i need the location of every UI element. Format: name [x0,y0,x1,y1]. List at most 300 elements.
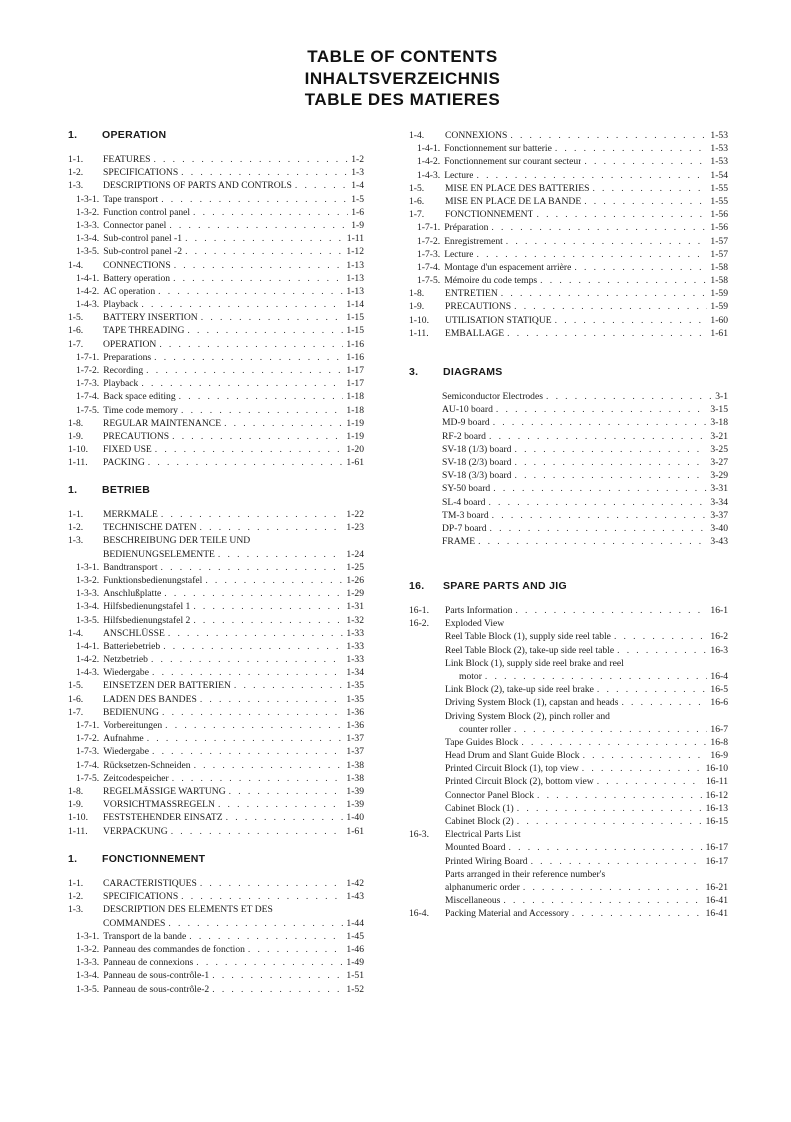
entry-title: RF-2 board [442,430,486,442]
entry-page: 1-33 [346,640,364,652]
leader-dots [488,496,707,509]
toc-entry [68,324,364,337]
entry-title: Connector panel [103,219,167,231]
entry-title: SPECIFICATIONS [103,167,179,179]
entry-number: 1-2. [68,522,84,534]
entry-title: AC operation [103,285,156,297]
toc-entry [409,456,728,469]
toc-entry [409,195,728,208]
leader-dots [171,825,344,838]
leader-dots [161,508,344,521]
toc-entry [409,274,728,287]
entry-number: 1-1. [68,509,84,520]
entry-page: 1-19 [346,430,364,442]
section-heading [68,482,364,498]
entry-number: 1-3-1. [76,561,100,573]
entry-title: OPERATION [103,338,157,350]
entry-title: Panneau de sous-contrôle-1 [103,970,210,982]
entry-number: 1-4-3. [76,667,100,679]
entry-number: 1-6. [409,195,425,207]
entry-title: BEDIENUNG [103,706,159,718]
entry-page: 1-57 [710,235,728,247]
entry-number: 1-4-1. [76,272,100,284]
leader-dots [517,802,703,815]
toc-entry [68,600,364,613]
entry-number: 1-3-5. [76,983,100,995]
toc-entry [68,653,364,666]
entry-title: FONCTIONNEMENT [445,209,534,221]
toc-entry [68,640,364,653]
entry-number: 1-7-1. [76,720,100,731]
toc-entry [409,670,728,683]
toc-entry [68,759,364,772]
leader-dots [515,604,707,617]
entry-title: Miscellaneous [445,895,501,907]
leader-dots [510,129,707,142]
entry-title: LADEN DES BANDES [103,693,197,705]
toc-entry [68,745,364,758]
entry-title: FRAME [442,536,476,548]
toc-entry [68,521,364,534]
leader-dots [597,683,707,696]
toc-entry [68,943,364,956]
entry-page: 1-61 [346,457,364,469]
entry-page: 1-24 [346,548,364,560]
leader-dots [168,627,344,640]
leader-dots [155,443,344,456]
leader-dots [248,943,343,956]
entry-page: 1-38 [346,772,364,784]
entry-title: Aufnahme [103,733,144,745]
toc-entry [409,182,728,195]
toc-entry [68,206,364,219]
toc-entry [409,868,728,881]
toc-entry [68,443,364,456]
toc-section [409,578,728,921]
leader-dots [521,736,707,749]
leader-dots [555,314,708,327]
toc-entry [68,311,364,324]
leader-dots [490,522,708,535]
entry-page: 16-15 [705,816,728,827]
entry-page: 1-52 [346,983,364,995]
leader-dots [151,653,343,666]
toc-entry [409,482,728,495]
entry-title: Zeitcodespeicher [103,772,169,784]
entry-page: 1-53 [710,156,728,168]
leader-dots [572,907,703,920]
toc-entry [68,219,364,232]
leader-dots [537,789,703,802]
toc-entry [68,259,364,272]
entry-title: COMMANDES [103,917,166,929]
leader-dots [218,548,343,561]
entry-page: 1-61 [346,825,364,837]
entry-page: 16-3 [710,644,728,656]
leader-dots [226,811,344,824]
entry-number: 1-7-4. [76,759,100,771]
leader-dots [172,430,343,443]
section-number: 1. [68,853,78,865]
toc-entry [409,390,728,403]
entry-number: 1-8. [68,417,84,429]
entry-page: 3-37 [710,509,728,521]
leader-dots [147,732,344,745]
leader-dots [165,719,343,732]
entry-number: 1-7. [68,338,84,350]
entry-page: 16-13 [705,802,728,814]
toc-entry [409,300,728,313]
entry-page: 1-6 [351,206,364,218]
entry-title: PRECAUTIONS [103,430,170,442]
entry-page: 1-61 [710,327,728,339]
entry-number: 1-3-3. [76,588,100,600]
leader-dots [234,679,344,692]
toc-entry [409,683,728,696]
entry-number: 1-7-5. [417,275,441,287]
entry-page: 3-21 [710,430,728,442]
entry-title: Electrical Parts List [445,829,521,841]
toc-entry [68,508,364,521]
leader-dots [514,723,707,736]
toc-entry [409,314,728,327]
entry-page: 1-33 [346,654,364,666]
entry-title: Packing Material and Accessory [445,908,569,920]
toc-entry [68,548,364,561]
leader-dots [200,877,344,890]
entry-number: 1-3. [68,180,84,192]
leader-dots [148,456,344,469]
entry-title: Fonctionnement sur courant secteur [444,156,582,168]
entry-page: 1-49 [346,957,364,969]
entry-number: 1-4-3. [417,169,441,181]
leader-dots [493,482,707,495]
toc-entry [68,245,364,258]
entry-page: 3-31 [710,483,728,495]
entry-number: 1-4. [68,259,84,271]
leader-dots [614,630,707,643]
entry-title: UTILISATION STATIQUE [445,314,552,326]
toc-entry [409,841,728,854]
section-number: 16. [409,580,425,592]
leader-dots [621,696,707,709]
toc-entry [68,574,364,587]
toc-entry [409,469,728,482]
entry-number: 1-3-3. [76,219,100,231]
entry-title: motor [459,670,482,682]
leader-dots [164,587,343,600]
entry-number: 1-3-2. [76,574,100,586]
entry-number: 16-2. [409,618,429,630]
entry-title: Printed Circuit Block (1), top view [445,763,579,775]
entry-number: 1-7-2. [76,365,100,376]
entry-page: 1-13 [346,285,364,297]
leader-dots [476,169,707,182]
toc-entry [68,983,364,996]
toc-entry [409,443,728,456]
toc-entry [409,907,728,920]
toc-entry [68,193,364,206]
leader-dots [583,749,708,762]
leader-dots [523,881,703,894]
entry-page: 1-57 [710,248,728,260]
toc-entry [409,736,728,749]
toc-entry [409,617,728,630]
toc-entry [409,208,728,221]
entry-page: 3-18 [710,417,728,429]
entry-title: ANSCHLÜSSE [103,627,165,639]
entry-number: 1-7-1. [76,351,100,363]
entry-page: 16-6 [710,697,728,709]
leader-dots [154,351,343,364]
toc-entry [68,561,364,574]
entry-title: Driving System Block (1), capstan and heads [445,697,619,709]
leader-dots [179,390,344,403]
entry-title: Anschlußplatte [103,588,162,600]
leader-dots [185,232,344,245]
entry-title: EINSETZEN DER BATTERIEN [103,680,231,692]
entry-title: Head Drum and Slant Guide Block [445,750,580,762]
entry-page: 1-33 [346,627,364,639]
leader-dots [201,311,344,324]
section-title: BETRIEB [102,484,151,496]
toc-entry [409,881,728,894]
entry-number: 1-7-2. [417,235,441,247]
leader-dots [189,930,343,943]
entry-number: 16-1. [409,605,429,616]
entry-page: 1-46 [346,943,364,955]
entry-title: Transport de la bande [103,930,187,942]
leader-dots [153,153,348,166]
entry-number: 1-1. [68,878,84,889]
entry-page: 3-34 [710,496,728,508]
entry-page: 16-21 [705,881,728,893]
entry-number: 1-11. [68,457,88,469]
entry-page: 1-4 [351,180,364,192]
entry-number: 1-3-4. [76,233,100,245]
toc-entry [68,706,364,719]
leader-dots [196,956,343,969]
leader-dots [574,261,707,274]
entry-number: 1-11. [409,327,429,339]
leader-dots [193,600,343,613]
toc-entry [409,221,728,234]
leader-dots [536,208,707,221]
toc-section [68,482,364,838]
entry-page: 1-37 [346,733,364,745]
leader-dots [489,430,707,443]
toc-entry [409,894,728,907]
toc-entry [68,456,364,469]
entry-title: Tape transport [103,193,159,205]
entry-title: Montage d'un espacement arrière [444,261,572,273]
entry-page: 3-15 [710,404,728,416]
entry-number: 1-5. [68,312,84,324]
entry-page: 1-16 [346,338,364,350]
entry-page: 16-17 [705,855,728,867]
entry-number: 1-4-2. [417,156,441,168]
entry-page: 1-39 [346,799,364,811]
toc-section [409,129,728,340]
entry-number: 1-4-2. [76,654,100,666]
entry-title: TAPE THREADING [103,325,185,337]
entry-number: 1-4-2. [76,285,100,297]
entry-number: 16-4. [409,908,429,920]
entry-title: Driving System Block (2), pinch roller and [445,710,610,722]
entry-title: TECHNISCHE DATEN [103,522,197,534]
entry-page: 1-59 [710,301,728,313]
entry-page: 1-9 [351,219,364,231]
entry-page: 16-7 [710,723,728,735]
toc-entry [68,534,364,547]
toc-section [409,364,728,548]
leader-dots [205,574,343,587]
toc-entry [68,811,364,824]
entry-number: 1-1. [68,154,84,165]
entry-page: 3-43 [710,536,728,548]
entry-title: PACKING [103,457,145,469]
leader-dots [168,917,343,930]
entry-title: Wiedergabe [103,667,149,679]
toc-entry [68,917,364,930]
toc-entry [68,903,364,916]
entry-page: 1-2 [351,154,364,165]
entry-page: 1-38 [346,759,364,771]
toc-entry [68,772,364,785]
entry-title: Panneau de sous-contrôle-2 [103,983,210,995]
entry-title: Recording [103,365,144,376]
entry-page: 16-41 [705,895,728,907]
entry-page: 16-8 [710,736,728,748]
entry-title: ENTRETIEN [445,288,498,300]
section-heading [68,127,364,143]
leader-dots [514,469,707,482]
entry-title: counter roller [459,723,511,735]
section-number: 1. [68,484,78,496]
entry-title: Parts arranged in their reference number's [445,868,606,880]
entry-title: Link Block (1), supply side reel brake and reel [445,657,624,669]
entry-number: 1-7-4. [417,261,441,273]
leader-dots [181,890,343,903]
entry-title: Vorbereitungen [103,720,163,731]
entry-page: 1-3 [351,167,364,179]
entry-page: 16-1 [710,605,728,616]
entry-title: Battery operation [103,272,171,284]
leader-dots [187,324,343,337]
leader-dots [546,390,712,403]
leader-dots [491,221,707,234]
entry-page: 1-55 [710,195,728,207]
entry-number: 1-11. [68,825,88,837]
entry-title: SV-18 (2/3) board [442,456,512,468]
toc-entry [409,261,728,274]
entry-number: 1-5. [409,182,425,194]
entry-title: SPECIFICATIONS [103,891,179,903]
entry-title: alphanumeric order [445,881,520,893]
toc-entry [68,798,364,811]
toc-entry [68,693,364,706]
entry-number: 1-6. [68,693,84,705]
leader-dots [152,745,343,758]
toc-entry [409,815,728,828]
toc-entry [409,169,728,182]
entry-title: BESCHREIBUNG DER TEILE UND [103,535,251,547]
entry-title: Reel Table Block (2), take-up side reel table [445,644,615,656]
entry-page: 1-34 [346,667,364,679]
section-title: DIAGRAMS [443,366,503,378]
toc-entry [68,825,364,838]
entry-title: SL-4 board [442,496,486,508]
entry-number: 1-4-1. [76,640,100,652]
entry-number: 1-3. [68,535,84,547]
entry-title: Playback [103,378,139,390]
entry-page: 1-22 [346,509,364,520]
leader-dots [503,894,702,907]
entry-page: 1-36 [346,706,364,718]
entry-number: 1-7-3. [76,746,100,758]
leader-dots [185,245,343,258]
toc-entry [409,155,728,168]
entry-title: DESCRIPTIONS OF PARTS AND CONTROLS [103,180,292,192]
entry-number: 1-4. [409,130,425,141]
entry-title: Sub-control panel -2 [103,246,183,258]
toc-entry [409,696,728,709]
entry-title: SY-50 board [442,483,491,495]
leader-dots [582,762,703,775]
leader-dots [212,983,343,996]
toc-section [68,851,364,996]
entry-page: 16-12 [705,789,728,801]
toc-entry [68,956,364,969]
toc-entry [409,535,728,548]
leader-dots [485,670,707,683]
leader-dots [478,535,707,548]
leader-dots [161,561,344,574]
section-number: 3. [409,366,419,378]
leader-dots [514,456,707,469]
title-german: INHALTSVERZEICHNIS [304,68,501,88]
toc-entry [68,877,364,890]
entry-page: 1-54 [710,169,728,181]
entry-page: 1-18 [346,391,364,403]
entry-page: 1-37 [346,746,364,758]
entry-number: 1-2. [68,167,84,179]
page-titles [0,46,791,111]
entry-title: VERPACKUNG [103,825,168,837]
entry-title: FEATURES [103,154,151,165]
entry-title: Funktionsbedienungstafel [103,574,203,586]
leader-dots [509,841,703,854]
entry-number: 1-3-2. [76,943,100,955]
entry-number: 1-7-1. [417,222,441,234]
leader-dots [229,785,344,798]
leader-dots [162,706,343,719]
toc-entry [409,657,728,670]
entry-title: CONNECTIONS [103,259,171,271]
leader-dots [152,666,343,679]
entry-number: 1-7-3. [417,248,441,260]
leader-dots [493,416,708,429]
entry-title: Function control panel [103,206,191,218]
entry-title: MISE EN PLACE DES BATTERIES [445,182,590,194]
entry-title: DESCRIPTION DES ELEMENTS ET DES [103,904,273,916]
entry-title: Printed Wiring Board [445,855,528,867]
entry-title: BEDIENUNGSELEMENTE [103,548,215,560]
entry-page: 1-26 [346,574,364,586]
entry-page: 16-4 [710,670,728,682]
entry-title: Fonctionnement sur batterie [444,143,552,155]
leader-dots [224,417,343,430]
